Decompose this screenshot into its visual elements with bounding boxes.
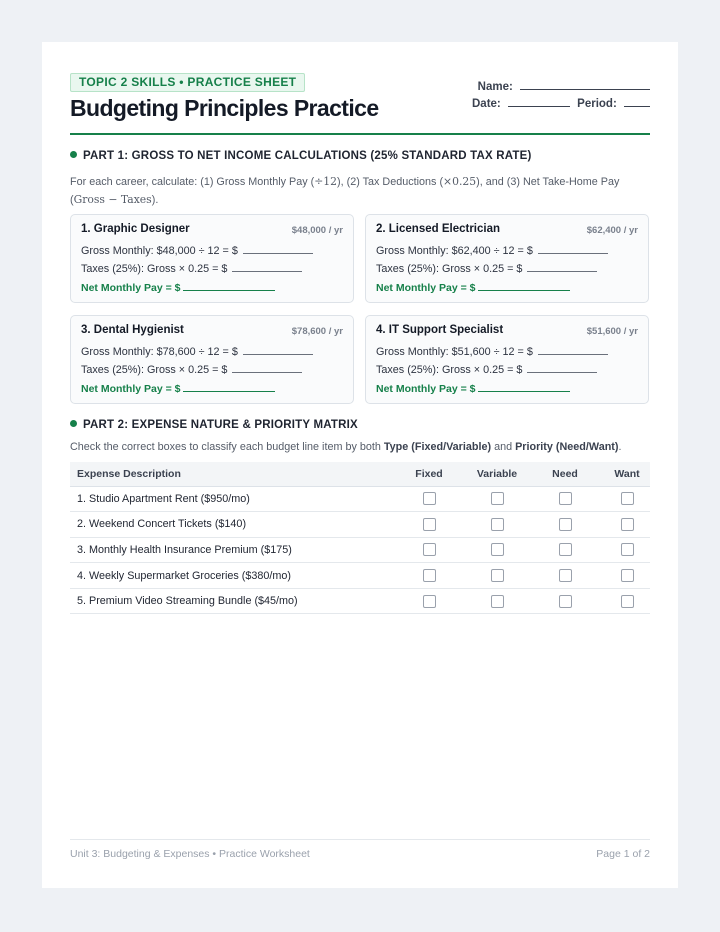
need-checkbox[interactable] [559,595,572,608]
career-title: 1. Graphic Designer [81,223,190,235]
period-field[interactable] [624,97,650,107]
worksheet-page [42,42,678,888]
taxes-label: Taxes (25%): Gross × 0.25 = $ [81,263,228,275]
intro-bold: Type (Fixed/Variable) [383,441,492,453]
net-answer-blank[interactable] [478,281,570,291]
matrix-header-row [70,462,650,486]
header-divider [70,133,650,135]
col-want: Want [604,462,650,486]
student-info [472,80,650,114]
taxes-label: Taxes (25%): Gross × 0.25 = $ [81,364,228,376]
net-answer-blank[interactable] [183,382,275,392]
gross-answer-blank[interactable] [538,345,608,355]
taxes-answer-blank[interactable] [232,262,302,272]
want-checkbox[interactable] [621,569,634,582]
career-title: 4. IT Support Specialist [376,324,504,336]
col-fixed: Fixed [390,462,468,486]
intro-text: ), (2) Tax Deductions ( [337,176,444,188]
footer-unit-label: Unit 3: Budgeting & Expenses • Practice Worksheet [70,848,310,860]
need-checkbox[interactable] [559,518,572,531]
career-salary: $78,600 / yr [291,326,343,337]
want-checkbox[interactable] [621,595,634,608]
period-label: Period: [577,98,617,110]
topic-badge: TOPIC 2 SKILLS • PRACTICE SHEET [70,73,305,92]
gross-label: Gross Monthly: $78,600 ÷ 12 = $ [81,346,238,358]
want-checkbox[interactable] [621,518,634,531]
date-label: Date: [472,98,501,110]
variable-checkbox[interactable] [491,543,504,556]
fixed-checkbox[interactable] [423,595,436,608]
expense-description: 3. Monthly Health Insurance Premium ($175) [70,537,390,563]
career-salary: $48,000 / yr [291,225,343,236]
table-row [70,512,650,538]
gross-line [376,345,608,358]
taxes-label: Taxes (25%): Gross × 0.25 = $ [376,263,523,275]
gross-answer-blank[interactable] [538,244,608,254]
intro-math: ÷12 [314,175,338,188]
gross-label: Gross Monthly: $51,600 ÷ 12 = $ [376,346,533,358]
net-answer-blank[interactable] [183,281,275,291]
career-salary: $62,400 / yr [586,225,638,236]
career-salary: $51,600 / yr [586,326,638,337]
expense-description: 4. Weekly Supermarket Groceries ($380/mo) [70,563,390,589]
need-checkbox[interactable] [559,543,572,556]
variable-checkbox[interactable] [491,569,504,582]
expense-matrix [70,462,650,614]
net-label: Net Monthly Pay = $ [81,282,181,294]
need-checkbox[interactable] [559,569,572,582]
need-checkbox[interactable] [559,492,572,505]
career-card-it-support-specialist [365,315,649,404]
taxes-label: Taxes (25%): Gross × 0.25 = $ [376,364,523,376]
date-field[interactable] [508,97,570,107]
taxes-line [376,363,597,376]
page-number: Page 1 of 2 [596,848,650,860]
career-card-dental-hygienist [70,315,354,404]
intro-text: For each career, calculate: (1) Gross Monthly Pay ( [70,176,315,188]
footer-divider [70,839,650,840]
name-label: Name: [477,81,513,93]
table-row [70,563,650,589]
gross-answer-blank[interactable] [243,244,313,254]
career-title: 2. Licensed Electrician [376,223,501,235]
gross-line [376,244,608,257]
part1-instructions [70,173,650,209]
col-variable: Variable [468,462,526,486]
expense-description: 5. Premium Video Streaming Bundle ($45/mo) [70,588,390,614]
gross-line [81,244,313,257]
table-row [70,486,650,512]
net-label: Net Monthly Pay = $ [81,383,181,395]
part1-heading-text: PART 1: GROSS TO NET INCOME CALCULATIONS (25% STANDARD TAX RATE) [83,150,532,162]
intro-text: . [618,441,622,453]
taxes-answer-blank[interactable] [527,363,597,373]
taxes-line [81,363,302,376]
table-row [70,537,650,563]
intro-text: Check the correct boxes to classify each budget line item by both [70,441,384,453]
intro-bold: Priority (Need/Want) [515,441,619,453]
fixed-checkbox[interactable] [423,543,436,556]
taxes-answer-blank[interactable] [527,262,597,272]
fixed-checkbox[interactable] [423,492,436,505]
name-field[interactable] [520,80,650,90]
fixed-checkbox[interactable] [423,518,436,531]
career-title: 3. Dental Hygienist [81,324,184,336]
fixed-checkbox[interactable] [423,569,436,582]
expense-description: 2. Weekend Concert Tickets ($140) [70,512,390,538]
want-checkbox[interactable] [621,492,634,505]
expense-description: 1. Studio Apartment Rent ($950/mo) [70,486,390,512]
net-answer-blank[interactable] [478,382,570,392]
net-label: Net Monthly Pay = $ [376,383,476,395]
col-expense-description: Expense Description [70,462,390,486]
intro-math: ×0.25 [443,175,477,188]
part2-heading [70,419,358,431]
gross-label: Gross Monthly: $48,000 ÷ 12 = $ [81,245,238,257]
taxes-line [81,262,302,275]
part2-heading-text: PART 2: EXPENSE NATURE & PRIORITY MATRIX [83,419,358,431]
bullet-dot-icon [70,151,77,158]
page-title: Budgeting Principles Practice [70,95,379,121]
intro-text: and [491,441,516,453]
table-row [70,588,650,614]
net-line [376,281,570,294]
taxes-answer-blank[interactable] [232,363,302,373]
gross-answer-blank[interactable] [243,345,313,355]
net-line [376,382,570,395]
bullet-dot-icon [70,420,77,427]
variable-checkbox[interactable] [491,518,504,531]
gross-line [81,345,313,358]
variable-checkbox[interactable] [491,595,504,608]
net-line [81,281,275,294]
net-label: Net Monthly Pay = $ [376,282,476,294]
taxes-line [376,262,597,275]
part2-instructions [70,439,650,456]
want-checkbox[interactable] [621,543,634,556]
intro-text: ). [151,194,159,206]
gross-label: Gross Monthly: $62,400 ÷ 12 = $ [376,245,533,257]
career-card-graphic-designer [70,214,354,303]
part1-heading [70,150,532,162]
intro-math: Gross − Taxes [73,193,152,206]
intro-text: ), and (3) Net Take-Home Pay ( [70,176,620,206]
variable-checkbox[interactable] [491,492,504,505]
career-card-licensed-electrician [365,214,649,303]
col-need: Need [526,462,604,486]
net-line [81,382,275,395]
